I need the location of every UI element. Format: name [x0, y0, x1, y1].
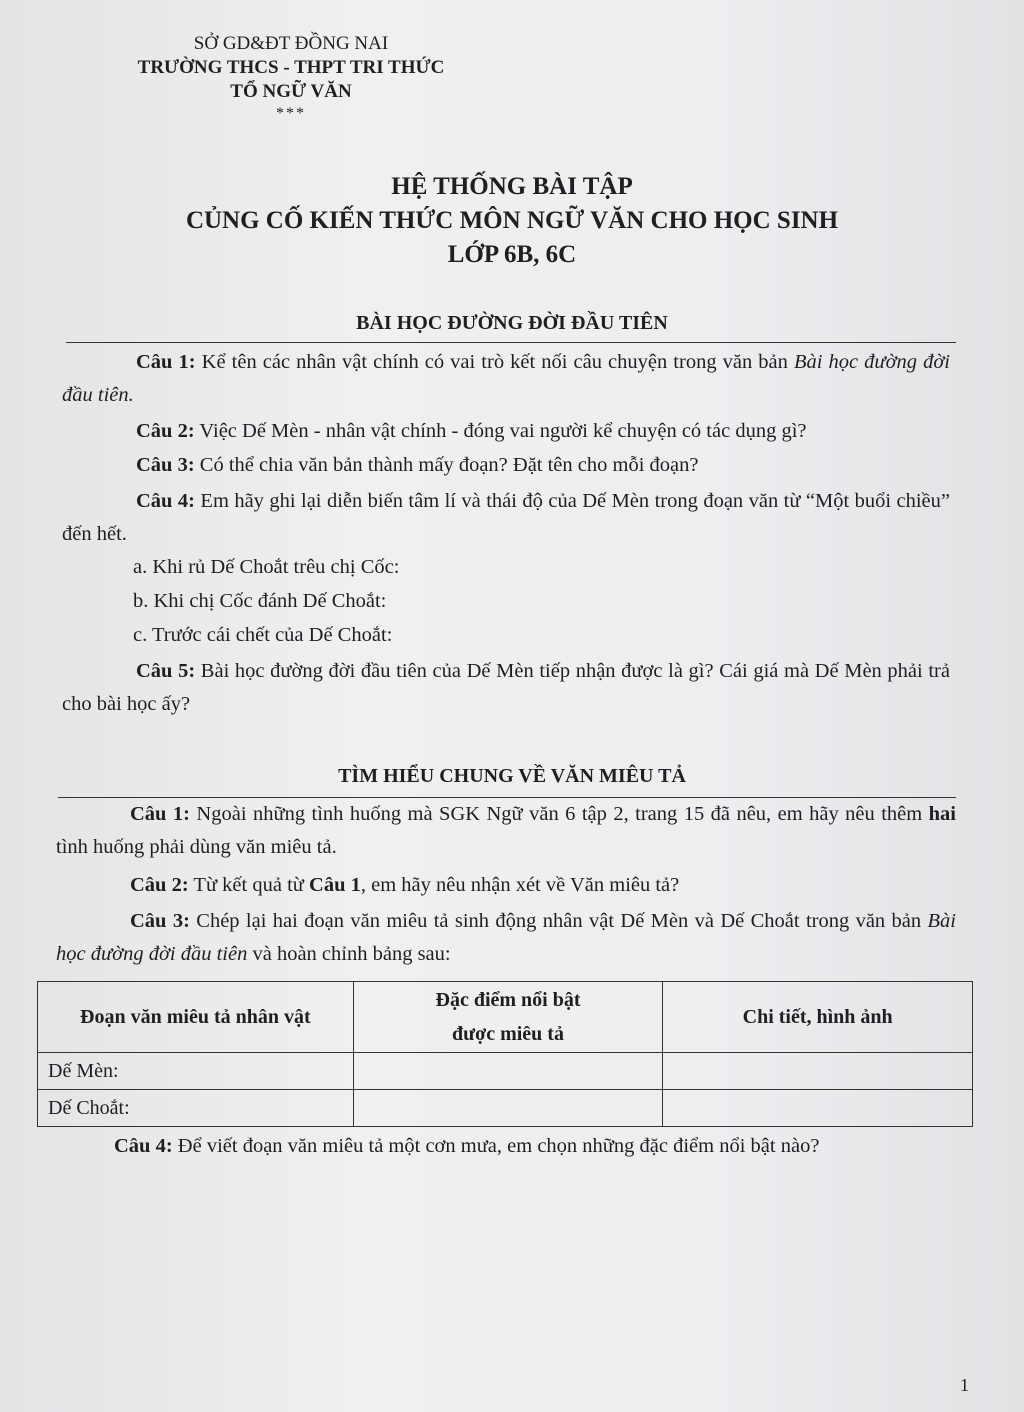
table-header-col1: Đoạn văn miêu tả nhân vật — [38, 982, 354, 1053]
s1-q4-label: Câu 4: — [136, 490, 195, 512]
s2-q2-text-a: Từ kết quả từ — [188, 874, 310, 896]
s1-q1-label: Câu 1: — [136, 351, 196, 373]
s2-q2-bold: Câu 1 — [309, 874, 361, 896]
s2-q2-text-b: , em hãy nêu nhận xét về Văn miêu tả? — [360, 874, 680, 896]
s2-q1-label: Câu 1: — [130, 803, 190, 825]
s2-q1-bold: hai — [928, 803, 956, 825]
s1-question-5 — [62, 655, 950, 721]
s1-q5-text: Bài học đường đời đầu tiên của Dế Mèn tiếp nhận được là gì? Cái giá mà Dế Mèn phải trả cho bài học ấy? — [62, 660, 950, 715]
s1-q2-text: Việc Dế Mèn - nhân vật chính - đóng vai người kể chuyện có tác dụng gì? — [194, 420, 807, 442]
s2-q3-text-b: và hoàn chỉnh bảng sau: — [247, 943, 451, 965]
table-header-col2 — [353, 982, 663, 1053]
s1-q1-italic: Bài học đường đời đầu tiên. — [62, 351, 950, 406]
s2-q3-label: Câu 3: — [130, 910, 190, 932]
s2-q3-italic: Bài học đường đời đầu tiên — [56, 910, 956, 965]
s1-q1-text: Kể tên các nhân vật chính có vai trò kết nối câu chuyện trong văn bản — [195, 351, 794, 373]
table-cell-blank — [353, 1053, 663, 1090]
table-row — [38, 1090, 973, 1127]
header-stars: *** — [276, 105, 306, 122]
s2-q1-text-a: Ngoài những tình huống mà SGK Ngữ văn 6 tập 2, trang 15 đã nêu, em hãy nêu thêm — [189, 803, 929, 825]
table-header-col2-line1: Đặc điểm nổi bật — [435, 989, 581, 1011]
table-row-label-de-choat: Dế Choắt: — [38, 1090, 354, 1127]
document-title — [0, 170, 1024, 272]
s1-q3-label: Câu 3: — [136, 454, 195, 476]
s2-q2-label: Câu 2: — [130, 874, 189, 896]
s1-question-4 — [62, 485, 950, 551]
table-cell-blank — [353, 1090, 663, 1127]
table-row-label-de-men: Dế Mèn: — [38, 1053, 354, 1090]
table-row — [38, 1053, 973, 1090]
s1-q3-text: Có thể chia văn bản thành mấy đoạn? Đặt tên cho mỗi đoạn? — [194, 454, 699, 476]
s1-q4-item-b: b. Khi chị Cốc đánh Dế Choắt: — [133, 590, 387, 612]
page-number: 1 — [960, 1375, 969, 1395]
title-line-1: HỆ THỐNG BÀI TẬP — [391, 173, 633, 200]
s1-question-2 — [62, 415, 950, 448]
s1-q2-label: Câu 2: — [136, 420, 195, 442]
s2-q1-text-b: tình huống phải dùng văn miêu tả. — [56, 836, 337, 858]
character-description-table — [37, 981, 973, 1127]
section-2-heading: TÌM HIỂU CHUNG VỀ VĂN MIÊU TẢ — [338, 765, 686, 787]
table-cell-blank — [663, 1090, 973, 1127]
s2-q4-text: Để viết đoạn văn miêu tả một cơn mưa, em chọn những đặc điểm nổi bật nào? — [172, 1135, 820, 1157]
title-line-3: LỚP 6B, 6C — [447, 241, 577, 268]
school-header — [96, 32, 486, 124]
s2-question-2 — [56, 869, 956, 902]
group-name: TỔ NGỮ VĂN — [230, 81, 352, 102]
school-name: TRƯỜNG THCS - THPT TRI THỨC — [137, 57, 445, 78]
s1-question-1 — [62, 346, 950, 412]
table-cell-blank — [663, 1053, 973, 1090]
s2-q4-label: Câu 4: — [114, 1135, 173, 1157]
section-1-rule — [66, 342, 956, 343]
s2-question-4 — [114, 1130, 974, 1163]
s1-q4-item-a: a. Khi rủ Dế Choắt trêu chị Cốc: — [133, 556, 400, 578]
section-1-heading: BÀI HỌC ĐƯỜNG ĐỜI ĐẦU TIÊN — [356, 312, 668, 334]
table-header-col2-line2: được miêu tả — [452, 1023, 564, 1045]
s1-question-3 — [62, 449, 950, 482]
s1-q4-item-c: c. Trước cái chết của Dế Choắt: — [133, 624, 393, 646]
title-line-2: CỦNG CỐ KIẾN THỨC MÔN NGỮ VĂN CHO HỌC SINH — [185, 207, 839, 234]
s2-question-1 — [56, 798, 956, 864]
department-name: SỞ GD&ĐT ĐỒNG NAI — [193, 33, 389, 54]
s1-q4-text: Em hãy ghi lại diễn biến tâm lí và thái độ của Dế Mèn trong đoạn văn từ “Một buổi chiều” đến hết. — [62, 490, 950, 545]
s1-q5-label: Câu 5: — [136, 660, 196, 682]
s2-q3-text-a: Chép lại hai đoạn văn miêu tả sinh động nhân vật Dế Mèn và Dế Choắt trong văn bản — [189, 910, 928, 932]
s2-question-3 — [56, 905, 956, 971]
table-header-col3: Chi tiết, hình ảnh — [663, 982, 973, 1053]
table-header-row — [38, 982, 973, 1053]
